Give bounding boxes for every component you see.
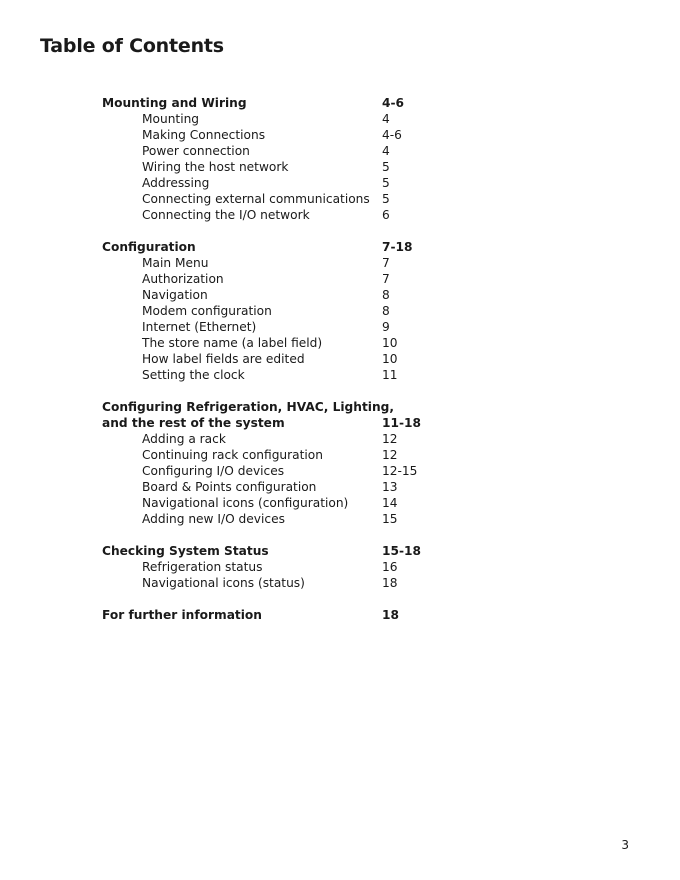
toc-entry-page: 6 [382,208,390,222]
toc-entry-label: Setting the clock [142,368,245,382]
toc-entry[interactable] [102,511,542,527]
toc-entry-label: Navigational icons (status) [142,576,305,590]
toc-entry[interactable] [102,287,542,303]
toc-entry[interactable] [102,351,542,367]
toc-entry-page: 16 [382,560,398,574]
toc-entry[interactable] [102,143,542,159]
toc-entry-label: Main Menu [142,256,209,270]
toc-entry-page: 5 [382,192,390,206]
toc-entry-label: Continuing rack configuration [142,448,323,462]
toc-entry-page: 4 [382,144,390,158]
toc-section-heading[interactable] [102,95,542,111]
toc-heading-label: Checking System Status [102,544,269,558]
toc-entry-page: 10 [382,352,398,366]
toc-section-heading-line1[interactable] [102,399,542,415]
toc-section-heading-line2[interactable] [102,415,542,431]
toc-entry[interactable] [102,159,542,175]
table-of-contents [102,95,542,639]
toc-entry[interactable] [102,191,542,207]
toc-heading-label: Configuring Refrigeration, HVAC, Lighting, [102,400,394,414]
toc-entry[interactable] [102,559,542,575]
toc-entry-label: Wiring the host network [142,160,289,174]
toc-heading-label: Mounting and Wiring [102,96,247,110]
toc-section-mounting-and-wiring [102,95,542,223]
toc-entry[interactable] [102,575,542,591]
toc-entry-label: Configuring I/O devices [142,464,285,478]
toc-entry[interactable] [102,431,542,447]
toc-entry-label: Refrigeration status [142,560,263,574]
toc-entry-label: The store name (a label field) [142,336,323,350]
page-number: 3 [621,838,629,852]
toc-section-heading[interactable] [102,239,542,255]
toc-entry-label: Adding a rack [142,432,226,446]
toc-entry-page: 7 [382,272,390,286]
toc-section-heading[interactable] [102,543,542,559]
toc-entry-page: 12 [382,432,398,446]
toc-entry-page: 8 [382,288,390,302]
toc-entry-page: 18 [382,576,398,590]
toc-entry[interactable] [102,479,542,495]
toc-section-heading[interactable] [102,607,542,623]
toc-entry-page: 13 [382,480,398,494]
toc-entry-label: Navigational icons (configuration) [142,496,349,510]
toc-heading-page: 15-18 [382,544,421,558]
toc-entry-page: 12 [382,448,398,462]
toc-entry[interactable] [102,303,542,319]
toc-entry[interactable] [102,175,542,191]
toc-entry-label: Power connection [142,144,250,158]
toc-entry[interactable] [102,463,542,479]
toc-heading-page: 11-18 [382,416,421,430]
toc-heading-page: 18 [382,608,399,622]
toc-entry-page: 5 [382,160,390,174]
toc-entry-page: 8 [382,304,390,318]
toc-entry-page: 10 [382,336,398,350]
toc-heading-page: 4-6 [382,96,405,110]
toc-heading-label-continued: and the rest of the system [102,416,285,430]
toc-entry-label: How label fields are edited [142,352,305,366]
toc-entry-label: Addressing [142,176,210,190]
toc-heading-label: Configuration [102,240,196,254]
toc-entry[interactable] [102,495,542,511]
toc-entry[interactable] [102,111,542,127]
toc-entry-page: 15 [382,512,398,526]
toc-entry[interactable] [102,335,542,351]
toc-heading-page: 7-18 [382,240,413,254]
toc-heading-label: For further information [102,608,262,622]
toc-entry-label: Authorization [142,272,224,286]
toc-entry[interactable] [102,255,542,271]
toc-entry-label: Mounting [142,112,200,126]
toc-entry[interactable] [102,447,542,463]
toc-entry-label: Connecting the I/O network [142,208,310,222]
toc-section-further-information [102,607,542,623]
toc-entry-page: 4-6 [382,128,402,142]
toc-entry[interactable] [102,271,542,287]
toc-entry-page: 14 [382,496,398,510]
toc-entry-page: 9 [382,320,390,334]
toc-entry-label: Modem configuration [142,304,272,318]
toc-entry-page: 11 [382,368,398,382]
toc-entry-page: 7 [382,256,390,270]
toc-entry-label: Navigation [142,288,208,302]
toc-entry-label: Making Connections [142,128,266,142]
toc-entry-page: 12-15 [382,464,418,478]
toc-entry-label: Connecting external communications [142,192,370,206]
toc-entry-label: Board & Points configuration [142,480,317,494]
toc-entry-label: Internet (Ethernet) [142,320,257,334]
toc-section-checking-system-status [102,543,542,591]
toc-entry[interactable] [102,367,542,383]
toc-section-configuration [102,239,542,383]
toc-entry-page: 5 [382,176,390,190]
toc-entry-page: 4 [382,112,390,126]
toc-entry[interactable] [102,207,542,223]
toc-section-configuring-refrigeration [102,399,542,527]
toc-entry[interactable] [102,127,542,143]
page-title: Table of Contents [40,35,224,57]
toc-entry-label: Adding new I/O devices [142,512,285,526]
toc-entry[interactable] [102,319,542,335]
